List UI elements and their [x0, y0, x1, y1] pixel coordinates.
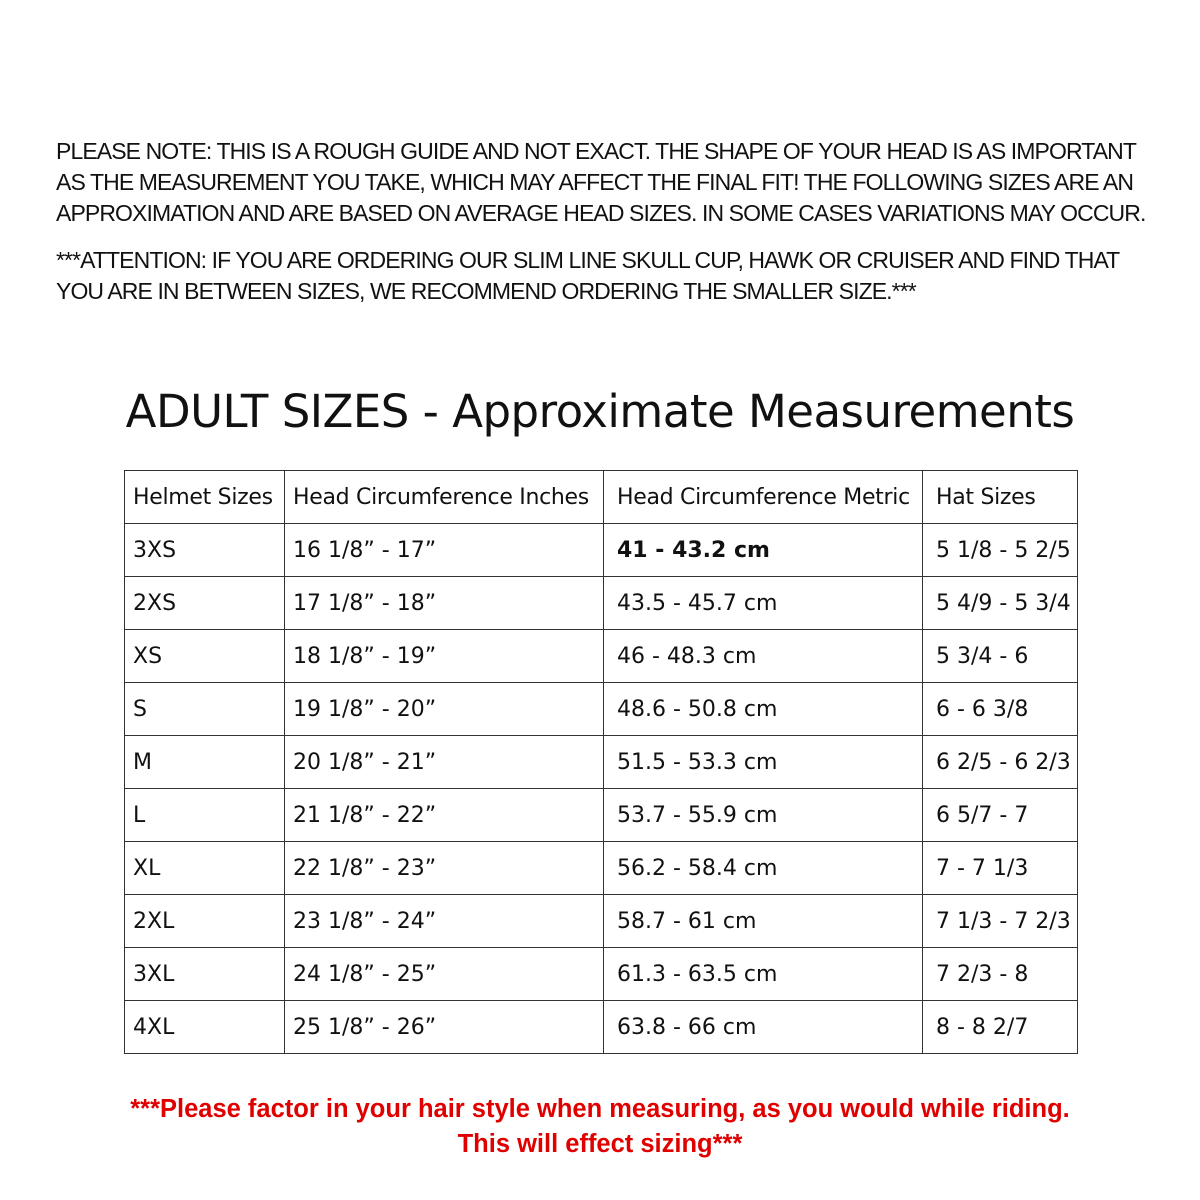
- table-row: [125, 1001, 1078, 1054]
- metric-cell: 56.2 - 58.4 cm: [604, 842, 923, 895]
- table-row: [125, 842, 1078, 895]
- metric-cell: 46 - 48.3 cm: [604, 630, 923, 683]
- hat-size-cell: 5 1/8 - 5 2/5: [923, 524, 1078, 577]
- hat-size-cell: 6 5/7 - 7: [923, 789, 1078, 842]
- warning-line: ***Please factor in your hair style when measuring, as you would while riding.: [130, 1095, 1070, 1123]
- hat-size-cell: 7 1/3 - 7 2/3: [923, 895, 1078, 948]
- helmet-size-cell: L: [125, 789, 285, 842]
- table-row: [125, 895, 1078, 948]
- size-chart-table: [124, 470, 1078, 1054]
- inches-cell: 25 1/8” - 26”: [285, 1001, 604, 1054]
- helmet-size-cell: 2XL: [125, 895, 285, 948]
- table-row: [125, 630, 1078, 683]
- please-note-line: APPROXIMATION AND ARE BASED ON AVERAGE HEAD SIZES. IN SOME CASES VARIATIONS MAY OCCUR.: [56, 200, 1146, 226]
- inches-cell: 20 1/8” - 21”: [285, 736, 604, 789]
- hat-size-cell: 6 - 6 3/8: [923, 683, 1078, 736]
- helmet-size-cell: M: [125, 736, 285, 789]
- page-title: ADULT SIZES - Approximate Measurements: [125, 385, 1075, 438]
- header-hat-sizes: Hat Sizes: [923, 471, 1078, 524]
- helmet-size-cell: XL: [125, 842, 285, 895]
- helmet-size-cell: 2XS: [125, 577, 285, 630]
- table-row: [125, 577, 1078, 630]
- helmet-size-cell: 3XS: [125, 524, 285, 577]
- hat-size-cell: 7 2/3 - 8: [923, 948, 1078, 1001]
- helmet-size-cell: S: [125, 683, 285, 736]
- inches-cell: 18 1/8” - 19”: [285, 630, 604, 683]
- hat-size-cell: 8 - 8 2/7: [923, 1001, 1078, 1054]
- table-row: [125, 789, 1078, 842]
- table-header-row: [125, 471, 1078, 524]
- hat-size-cell: 5 3/4 - 6: [923, 630, 1078, 683]
- metric-cell: 58.7 - 61 cm: [604, 895, 923, 948]
- inches-cell: 21 1/8” - 22”: [285, 789, 604, 842]
- metric-cell: 51.5 - 53.3 cm: [604, 736, 923, 789]
- please-note-line: AS THE MEASUREMENT YOU TAKE, WHICH MAY AFFECT THE FINAL FIT! THE FOLLOWING SIZES ARE AN: [56, 169, 1134, 195]
- helmet-size-cell: 4XL: [125, 1001, 285, 1054]
- please-note-line: PLEASE NOTE: THIS IS A ROUGH GUIDE AND NOT EXACT. THE SHAPE OF YOUR HEAD IS AS IMPORTANT: [56, 138, 1137, 164]
- metric-cell: 48.6 - 50.8 cm: [604, 683, 923, 736]
- helmet-size-cell: 3XL: [125, 948, 285, 1001]
- warning-line: This will effect sizing***: [457, 1130, 743, 1158]
- inches-cell: 16 1/8” - 17”: [285, 524, 604, 577]
- metric-cell: 43.5 - 45.7 cm: [604, 577, 923, 630]
- helmet-size-cell: XS: [125, 630, 285, 683]
- metric-cell: 53.7 - 55.9 cm: [604, 789, 923, 842]
- attention-line: ***ATTENTION: IF YOU ARE ORDERING OUR SLIM LINE SKULL CUP, HAWK OR CRUISER AND FIND THAT: [56, 247, 1120, 273]
- metric-cell: 63.8 - 66 cm: [604, 1001, 923, 1054]
- inches-cell: 19 1/8” - 20”: [285, 683, 604, 736]
- header-head-circumference-inches: Head Circumference Inches: [285, 471, 604, 524]
- metric-cell: 61.3 - 63.5 cm: [604, 948, 923, 1001]
- table-row: [125, 736, 1078, 789]
- inches-cell: 22 1/8” - 23”: [285, 842, 604, 895]
- header-head-circumference-metric: Head Circumference Metric: [604, 471, 923, 524]
- attention-text: [56, 245, 1166, 307]
- hat-size-cell: 6 2/5 - 6 2/3: [923, 736, 1078, 789]
- metric-cell: 41 - 43.2 cm: [604, 524, 923, 577]
- table-row: [125, 948, 1078, 1001]
- hat-size-cell: 5 4/9 - 5 3/4: [923, 577, 1078, 630]
- inches-cell: 23 1/8” - 24”: [285, 895, 604, 948]
- table-row: [125, 683, 1078, 736]
- hat-size-cell: 7 - 7 1/3: [923, 842, 1078, 895]
- inches-cell: 17 1/8” - 18”: [285, 577, 604, 630]
- table-row: [125, 524, 1078, 577]
- inches-cell: 24 1/8” - 25”: [285, 948, 604, 1001]
- header-helmet-sizes: Helmet Sizes: [125, 471, 285, 524]
- please-note-text: [56, 136, 1166, 229]
- hair-style-warning: [0, 1092, 1200, 1162]
- attention-line: YOU ARE IN BETWEEN SIZES, WE RECOMMEND ORDERING THE SMALLER SIZE.***: [56, 278, 916, 304]
